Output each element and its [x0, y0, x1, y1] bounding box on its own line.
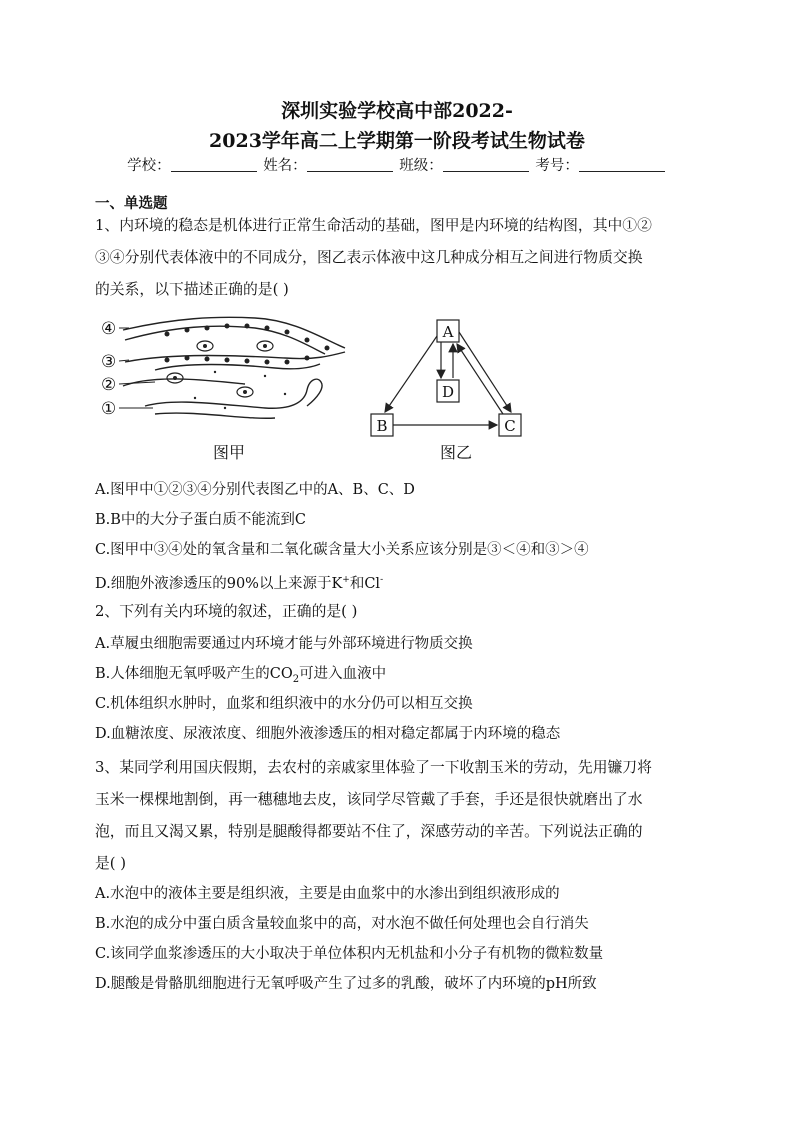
- label-4: ④: [101, 319, 117, 339]
- q3-option-a: A.水泡中的液体主要是组织液，主要是由血浆中的水渗出到组织液形成的: [95, 886, 560, 902]
- exchange-arrows: [385, 332, 511, 425]
- exam-title-line2: 2023学年高二上学期第一阶段考试生物试卷: [209, 130, 585, 152]
- label-3: ③: [101, 352, 117, 372]
- q1-option-d-text: D.细胞外液渗透压的90%以上来源于K: [95, 575, 343, 592]
- section-heading: 一、单选题: [95, 195, 168, 212]
- q1-option-a: A.图甲中①②③④分别代表图乙中的A、B、C、D: [95, 482, 415, 498]
- q2-text: 2、下列有关内环境的叙述，正确的是( ): [95, 603, 358, 620]
- q2-option-b-sub: 2: [292, 673, 300, 685]
- q2-option-b-text: B.人体细胞无氧呼吸产生的CO: [95, 666, 293, 682]
- class-blank[interactable]: [443, 157, 529, 172]
- node-A-label: A: [442, 323, 454, 341]
- name-label: 姓名：: [263, 158, 307, 174]
- q3-option-d: D.腿酸是骨骼肌细胞进行无氧呼吸产生了过多的乳酸，破坏了内环境的pH所致: [95, 976, 597, 992]
- q3-option-b: B.水泡的成分中蛋白质含量较血浆中的高，对水泡不做任何处理也会自行消失: [95, 916, 589, 932]
- q1-text-line2: ③④分别代表体液中的不同成分，图乙表示体液中这几种成分相互之间进行物质交换: [95, 249, 643, 266]
- school-label: 学校：: [127, 158, 171, 174]
- vessel-inner-top: [125, 326, 325, 354]
- q3-text-line3: 泡，而且又渴又累，特别是腿酸得都要站不住了，深感劳动的辛苦。下列说法正确的: [95, 823, 643, 840]
- vessel-outer-bottom: [125, 352, 345, 362]
- q1-text-line1: 1、内环境的稳态是机体进行正常生命活动的基础，图甲是内环境的结构图，其中①②: [95, 217, 652, 234]
- q2-option-c: C.机体组织水肿时，血浆和组织液中的水分仍可以相互交换: [95, 696, 473, 712]
- figure-right-caption: 图乙: [440, 443, 473, 462]
- q1-option-d-minus: -: [380, 575, 384, 585]
- figure-left-caption: 图甲: [213, 443, 246, 462]
- q1-option-d-plus: +: [342, 575, 350, 585]
- q1-option-d-text2: 和Cl: [349, 575, 381, 592]
- q2-option-d: D.血糖浓度、尿液浓度、细胞外液渗透压的相对稳定都属于内环境的稳态: [95, 726, 561, 742]
- q2-option-a: A.草履虫细胞需要通过内环境才能与外部环境进行物质交换: [95, 636, 473, 652]
- q2-option-b: [95, 664, 735, 690]
- q3-option-c: C.该同学血浆渗透压的大小取决于单位体积内无机盐和小分子有机物的微粒数量: [95, 946, 604, 962]
- node-C-label: C: [504, 417, 516, 435]
- name-blank[interactable]: [307, 157, 393, 172]
- label-1: ①: [101, 399, 117, 419]
- node-D-label: D: [441, 383, 455, 401]
- lower-tissue: [155, 413, 275, 418]
- q3-text-line2: 玉米一棵棵地割倒，再一穗穗地去皮，该同学尽管戴了手套，手还是很快就磨出了水: [95, 791, 643, 808]
- class-label: 班级：: [399, 158, 443, 174]
- label-2: ②: [101, 375, 117, 395]
- q2-option-b-text2: 可进入血液中: [299, 666, 387, 682]
- q1-option-b: B.B中的大分子蛋白质不能流到C: [95, 512, 307, 528]
- node-B-label: B: [376, 417, 388, 435]
- q3-text-line1: 3、某同学利用国庆假期，去农村的亲戚家里体验了一下收割玉米的劳动，先用镰刀将: [95, 759, 652, 776]
- tissue-diagram: [123, 317, 345, 418]
- exam-number-label: 考号：: [535, 158, 579, 174]
- q3-text-line4: 是( ): [95, 855, 127, 872]
- q1-option-d: [95, 570, 735, 594]
- q1-option-c: C.图甲中③④处的氧含量和二氧化碳含量大小关系应该分别是③＜④和③＞④: [95, 542, 589, 558]
- q1-text-line3: 的关系，以下描述正确的是( ): [95, 281, 289, 298]
- exchange-labels: [376, 323, 515, 435]
- exam-title-line1: 深圳实验学校高中部2022-: [281, 100, 513, 122]
- exam-number-blank[interactable]: [579, 157, 665, 172]
- student-info-row: [0, 154, 794, 175]
- vessel-inner-bottom: [155, 364, 320, 370]
- label-leaders: [119, 328, 155, 408]
- q1-figure-svg: [95, 310, 735, 465]
- q1-figure: [95, 310, 735, 465]
- school-blank[interactable]: [171, 157, 257, 172]
- tissue-labels: [101, 319, 116, 419]
